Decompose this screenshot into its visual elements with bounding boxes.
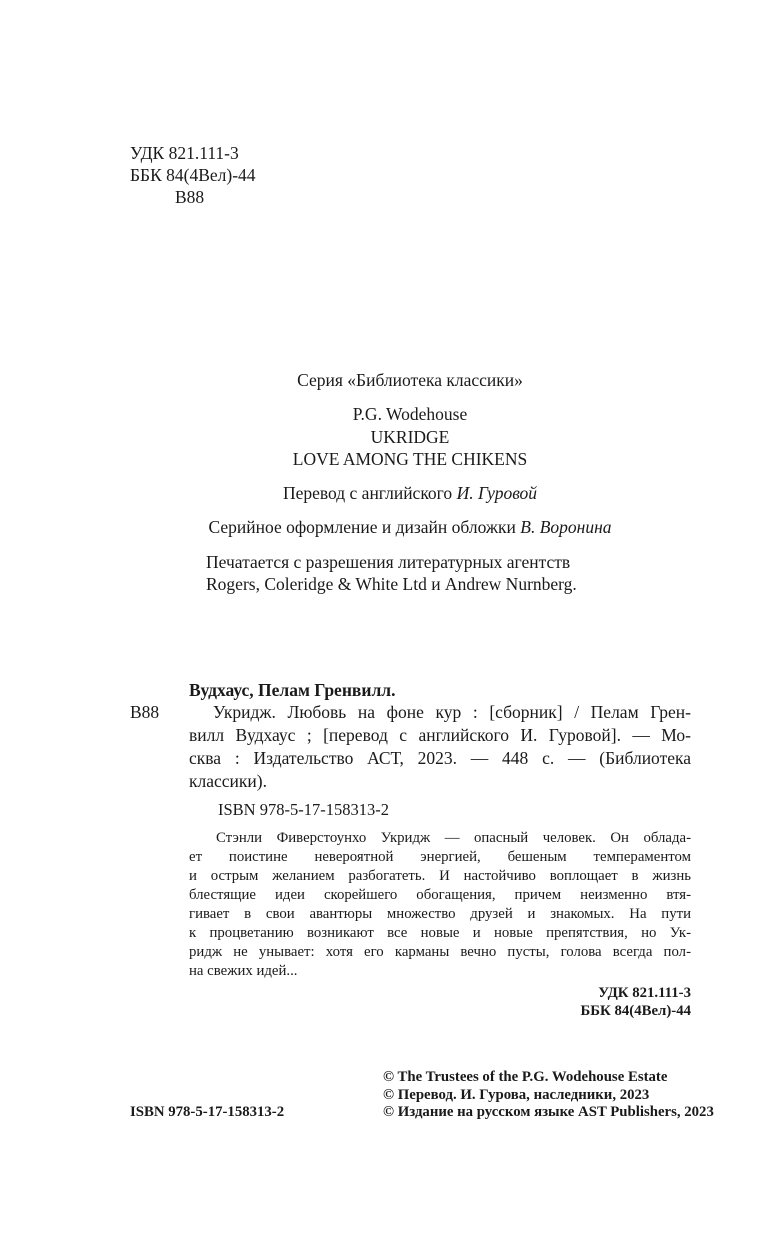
annotation-line: гивает в свои авантюры множество друзей и знакомых. На пути: [189, 906, 691, 922]
original-author: P.G. Wodehouse: [352, 404, 468, 424]
card-udk: УДК 821.111-3: [598, 985, 691, 1001]
description-line: классики).: [189, 771, 267, 791]
annotation-line: и острым желанием разбогатеть. И настойчиво воплощает в жизнь: [189, 868, 691, 884]
catalog-isbn: ISBN 978-5-17-158313-2: [218, 800, 389, 819]
annotation-line: Стэнли Фиверстоунхо Укридж — опасный человек. Он облада-: [216, 830, 691, 846]
copyright-line: © Перевод. И. Гурова, наследники, 2023: [383, 1087, 650, 1103]
udk-code: УДК 821.111-3: [130, 143, 239, 163]
description-line: Укридж. Любовь на фоне кур : [сборник] / Пелам Грен-: [213, 702, 691, 722]
translation-label: Перевод с английского: [282, 483, 457, 503]
description-line: сква : Издательство АСТ, 2023. — 448 с. — (Библиотека: [189, 748, 691, 768]
annotation-line: на свежих идей...: [189, 963, 298, 979]
author-mark: В88: [175, 187, 205, 207]
series-line: Серия «Библиотека классики»: [297, 370, 523, 390]
catalog-code: В88: [130, 702, 160, 722]
card-bbk: ББК 84(4Вел)-44: [580, 1003, 691, 1019]
design-label: Серийное оформление и дизайн обложки: [208, 517, 521, 537]
translation-credit: [130, 482, 690, 505]
permission-line-1: Печатается с разрешения литературных агентств: [206, 552, 571, 572]
annotation-line: ет поистине невероятной энергией, бешеным темпераментом: [189, 849, 691, 865]
translator-name: И. Гуровой: [456, 483, 538, 503]
description-line: вилл Вудхаус ; [перевод с английского И. Гуровой]. — Мо-: [189, 725, 691, 745]
annotation-line: к процветанию возникают все новые и новые препятствия, но Ук-: [189, 925, 691, 941]
bibliographic-description: [189, 701, 691, 793]
footer-isbn: ISBN 978-5-17-158313-2: [130, 1104, 285, 1120]
permission-line-2: Rogers, Coleridge & White Ltd и Andrew Nurnberg.: [206, 574, 577, 594]
designer-name: В. Воронина: [520, 517, 612, 537]
annotation-line: ридж не унывает: хотя его карманы вечно пусты, голова всегда пол-: [189, 944, 691, 960]
original-title-1: UKRIDGE: [370, 427, 450, 447]
catalog-heading: Вудхаус, Пелам Гренвилл.: [189, 680, 396, 700]
copyright-line: © Издание на русском языке AST Publishers, 2023: [383, 1104, 714, 1120]
annotation: [189, 829, 691, 981]
copyright-line: © The Trustees of the P.G. Wodehouse Estate: [383, 1069, 668, 1085]
annotation-line: блестящие идеи скорейшего обогащения, причем неизменно втя-: [189, 887, 691, 903]
original-title-2: LOVE AMONG THE CHIKENS: [292, 449, 528, 469]
bbk-code: ББК 84(4Вел)-44: [130, 165, 256, 185]
design-credit: [130, 516, 690, 539]
